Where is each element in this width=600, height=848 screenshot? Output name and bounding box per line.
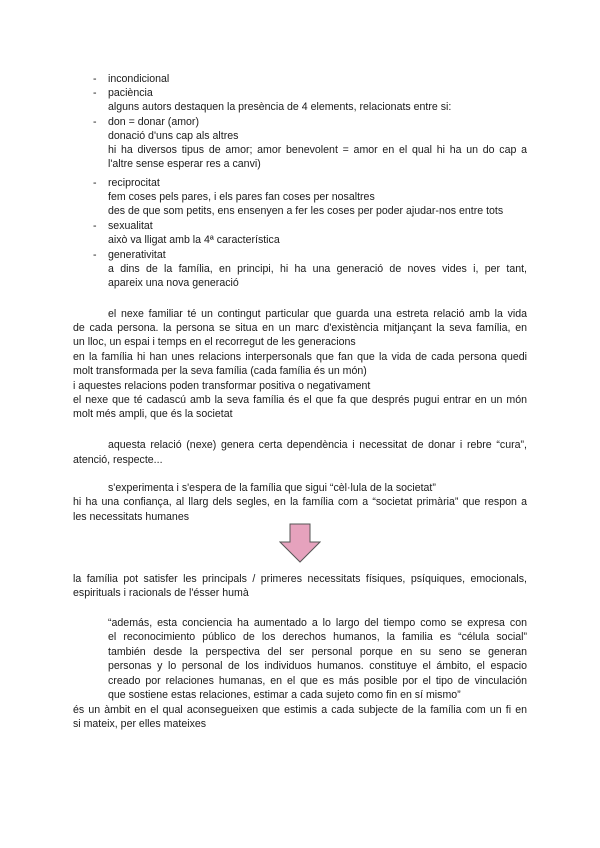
list-dash: -	[93, 87, 97, 99]
paragraph-line: el nexe que té cadascú amb la seva família és el que fa que després pugui entrar en un món	[73, 394, 527, 406]
list-dash: -	[93, 73, 97, 85]
quote-line: el reconocimiento público de los derechos humanos, la familia es “célula social”	[108, 631, 527, 643]
paragraph-line: de cada persona. la persona se situa en un marc d'existència mitjançant la seva família, en	[73, 322, 527, 334]
list-item-text: l'altre sense esperar res a canvi)	[108, 158, 261, 170]
list-item-title: incondicional	[108, 73, 170, 85]
paragraph-line: si mateix, per elles mateixes	[73, 718, 207, 730]
down-arrow-icon	[279, 523, 321, 563]
paragraph-line: el nexe familiar té un contingut particular que guarda una estreta relació amb la vida	[108, 308, 527, 320]
list-item-text: apareix una nova generació	[108, 277, 239, 289]
list-item-title: sexualitat	[108, 220, 153, 232]
list-dash: -	[93, 220, 97, 232]
list-dash: -	[93, 249, 97, 261]
list-item-title: generativitat	[108, 249, 166, 261]
list-item-text: fem coses pels pares, i els pares fan coses per nosaltres	[108, 191, 375, 203]
paragraph-line: s'experimenta i s'espera de la família que sigui “cèl·lula de la societat”	[108, 482, 436, 494]
paragraph-line: en la família hi han unes relacions interpersonals que fan que la vida de cada persona quedi	[73, 351, 527, 363]
list-dash: -	[93, 177, 97, 189]
list-item-text: alguns autors destaquen la presència de 4 elements, relacionats entre si:	[108, 101, 452, 113]
quote-line: “además, esta conciencia ha aumentado a lo largo del tiempo como se expresa con	[108, 617, 527, 629]
list-dash: -	[93, 116, 97, 128]
quote-line: que sostiene estas relaciones, estimar a cada sujeto como fin en sí mismo”	[108, 689, 461, 701]
paragraph-line: molt més ampli, que és la societat	[73, 408, 233, 420]
paragraph-line: atenció, respecte...	[73, 454, 163, 466]
list-item-text: donació d'uns cap als altres	[108, 130, 239, 142]
list-item-text: hi ha diversos tipus de amor; amor benevolent = amor en el qual hi ha un do cap a	[108, 144, 527, 156]
paragraph-line: espirituals i racionals de l'ésser humà	[73, 587, 249, 599]
paragraph-line: molt transformada per la seva família (cada família és un món)	[73, 365, 367, 377]
arrow-shape	[280, 524, 320, 562]
list-item-title: don = donar (amor)	[108, 116, 199, 128]
quote-line: también desde la perspectiva del ser personal porque en su seno se generan	[108, 646, 527, 658]
list-item-text: això va lligat amb la 4ª característica	[108, 234, 280, 246]
paragraph-line: aquesta relació (nexe) genera certa dependència i necessitat de donar i rebre “cura”,	[108, 439, 527, 451]
list-item-title: paciència	[108, 87, 153, 99]
paragraph-line: les necessitats humanes	[73, 511, 190, 523]
paragraph-line: la família pot satisfer les principals / primeres necessitats físiques, psíquiques, emocionals,	[73, 573, 527, 585]
list-item-title: reciprocitat	[108, 177, 160, 189]
paragraph-line: un lloc, un espai i temps en el recorregut de les generacions	[73, 336, 356, 348]
list-item-text: des de que som petits, ens ensenyen a fer les coses per poder ajudar-nos entre tots	[108, 205, 504, 217]
paragraph-line: i aquestes relacions poden transformar positiva o negativament	[73, 380, 371, 392]
paragraph-line: és un àmbit en el qual aconsegueixen que estimis a cada subjecte de la família com un fi en	[73, 704, 527, 716]
quote-line: creado por relaciones humanas, en el que es más posible por el tipo de vinculación	[108, 675, 527, 687]
paragraph-line: hi ha una confiança, al llarg dels segles, en la família com a “societat primària” que respon a	[73, 496, 527, 508]
quote-line: personas y lo personal de los individuos humanos. constituye el ámbito, el espacio	[108, 660, 527, 672]
list-item-text: a dins de la família, en principi, hi ha una generació de noves vides i, per tant,	[108, 263, 527, 275]
